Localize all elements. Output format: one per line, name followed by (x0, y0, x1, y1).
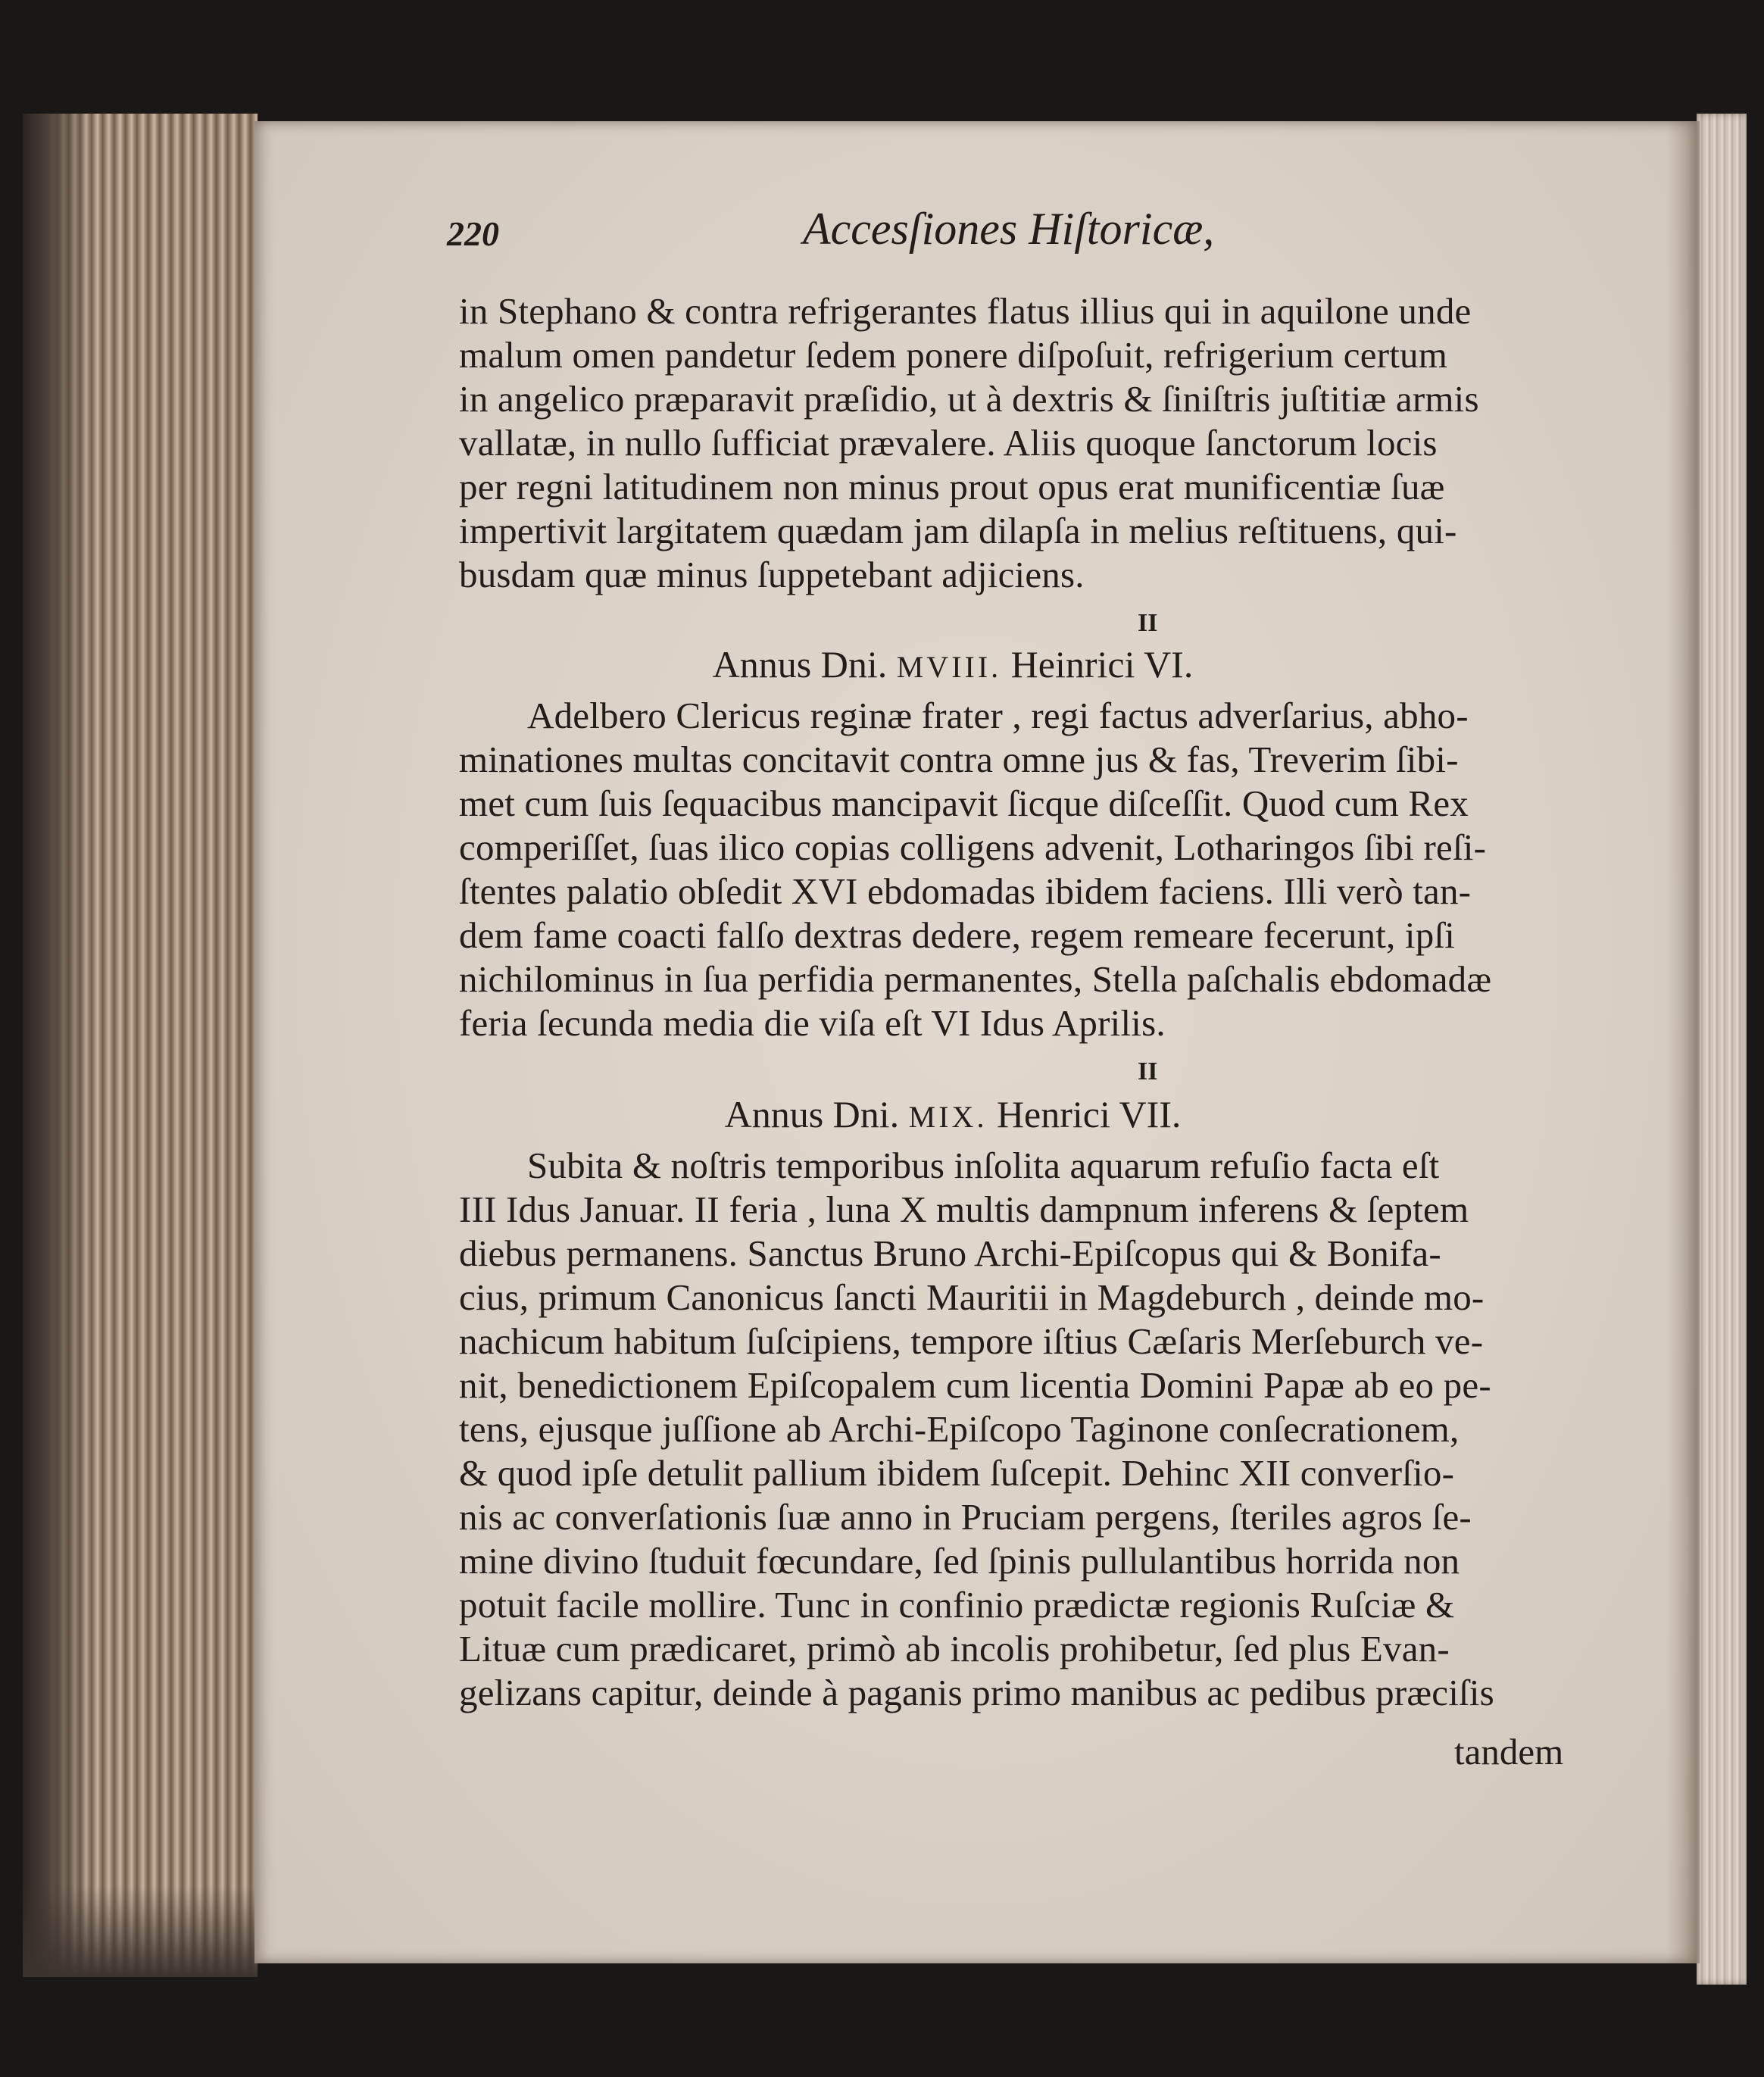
year-heading (232, 642, 1674, 686)
text-line: gelizans capitur, deinde à paganis primo manibus ac pedibus præciſis (459, 1672, 1494, 1713)
text-line: nis ac converſationis ſuæ anno in Pruciam pergens, ſteriles agros ſe- (459, 1496, 1472, 1538)
section-marker: II (1138, 609, 1158, 637)
text-line: tens, ejusque juſſione ab Archi-Epiſcopo Taginone conſecrationem, (459, 1408, 1460, 1450)
text-line: per regni latitudinem non minus prout opus erat munificentiæ ſuæ (459, 466, 1445, 508)
text-line: busdam quæ minus ſuppetebant adjiciens. (459, 554, 1085, 595)
running-head: Accesſiones Hiſtoricæ, (803, 204, 1215, 254)
reign-label: Heinrici VI. (1010, 643, 1194, 686)
text-line: III Idus Januar. II feria , luna X multis dampnum inferens & ſeptem (459, 1188, 1469, 1230)
text-line: ſtentes palatio obſedit XVI ebdomadas ibidem faciens. Illi verò tan- (459, 870, 1472, 912)
left-page-edges (23, 114, 258, 1977)
text-line: in Stephano & contra refrigerantes flatus illius qui in aquilone unde (459, 290, 1472, 332)
page (254, 121, 1697, 1963)
text-line: nichilominus in ſua perfidia permanentes, Stella paſchalis ebdomadæ (459, 958, 1492, 1000)
year-numeral: MVIII. (896, 650, 1002, 684)
text-line: impertivit largitatem quædam jam dilapſa in melius reſtituens, qui- (459, 510, 1457, 551)
right-page-edges (1697, 114, 1747, 1985)
page-number: 220 (447, 214, 499, 253)
text-line: malum omen pandetur ſedem ponere diſpoſuit, refrigerium certum (459, 334, 1448, 376)
year-numeral: MIX. (908, 1100, 988, 1134)
text-line: nit, benedictionem Epiſcopalem cum licentia Domini Papæ ab eo pe- (459, 1364, 1491, 1406)
text-line: nachicum habitum ſuſcipiens, tempore iſtius Cæſaris Merſeburch ve- (459, 1320, 1484, 1362)
year-heading (232, 1092, 1674, 1136)
text-line: Adelbero Clericus reginæ frater , regi factus adverſarius, abho- (527, 695, 1469, 736)
text-line: Lituæ cum prædicaret, primò ab incolis prohibetur, ſed plus Evan- (459, 1628, 1450, 1669)
gutter-shadow (1666, 121, 1700, 1963)
text-line: vallatæ, in nullo ſufficiat prævalere. Aliis quoque ſanctorum locis (459, 422, 1438, 464)
text-line: diebus permanens. Sanctus Bruno Archi-Epiſcopus qui & Bonifa- (459, 1232, 1441, 1274)
text-line: cius, primum Canonicus ſancti Mauritii in Magdeburch , deinde mo- (459, 1276, 1485, 1318)
text-line: potuit facile mollire. Tunc in confinio prædictæ regionis Ruſciæ & (459, 1584, 1455, 1626)
catchword: tandem (1454, 1731, 1564, 1772)
section-marker: II (1138, 1057, 1158, 1085)
text-line: & quod ipſe detulit pallium ibidem ſuſcepit. Dehinc XII converſio- (459, 1452, 1455, 1494)
text-line: minationes multas concitavit contra omne jus & fas, Treverim ſibi- (459, 739, 1459, 780)
text-line: in angelico præparavit præſidio, ut à dextris & ſiniſtris juſtitiæ armis (459, 378, 1479, 420)
text-line: met cum ſuis ſequacibus mancipavit ſicque diſceſſit. Quod cum Rex (459, 782, 1469, 824)
text-line: Subita & noſtris temporibus inſolita aquarum refuſio facta eſt (527, 1145, 1440, 1186)
year-heading-prefix: Annus Dni. (712, 643, 888, 686)
text-line: dem fame coacti falſo dextras dedere, regem remeare fecerunt, ipſi (459, 914, 1456, 956)
text-line: comperiſſet, ſuas ilico copias colligens advenit, Lotharingos ſibi reſi- (459, 826, 1487, 868)
text-line: feria ſecunda media die viſa eſt VI Idus Aprilis. (459, 1002, 1166, 1044)
text-line: mine divino ſtuduit fœcundare, ſed ſpinis pullulantibus horrida non (459, 1540, 1460, 1582)
year-heading-prefix: Annus Dni. (724, 1093, 900, 1135)
reign-label: Henrici VII. (996, 1093, 1182, 1135)
